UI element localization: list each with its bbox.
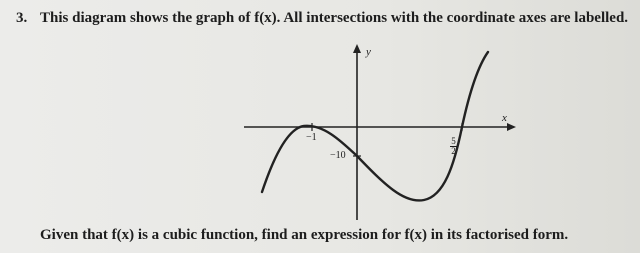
- question-prompt: Given that f(x) is a cubic function, find an expression for f(x) in its factorised form.: [40, 227, 569, 243]
- fraction-denominator: 2: [451, 146, 456, 156]
- question-number: 3.: [16, 10, 28, 26]
- x-axis-arrow: [507, 123, 516, 131]
- y-axis-label: y: [366, 46, 371, 58]
- y-axis-arrow: [353, 44, 361, 53]
- x-axis-label: x: [502, 112, 507, 124]
- cubic-graph: [244, 44, 516, 220]
- fraction-numerator: 5: [451, 136, 456, 146]
- y-intercept-label: −10: [330, 150, 346, 161]
- x-intercept-right-label: [450, 137, 457, 156]
- graph-svg: [244, 44, 516, 220]
- question-intro: This diagram shows the graph of f(x). All intersections with the coordinate axes are labelled.: [40, 10, 629, 26]
- x-intercept-left-label: −1: [306, 132, 317, 143]
